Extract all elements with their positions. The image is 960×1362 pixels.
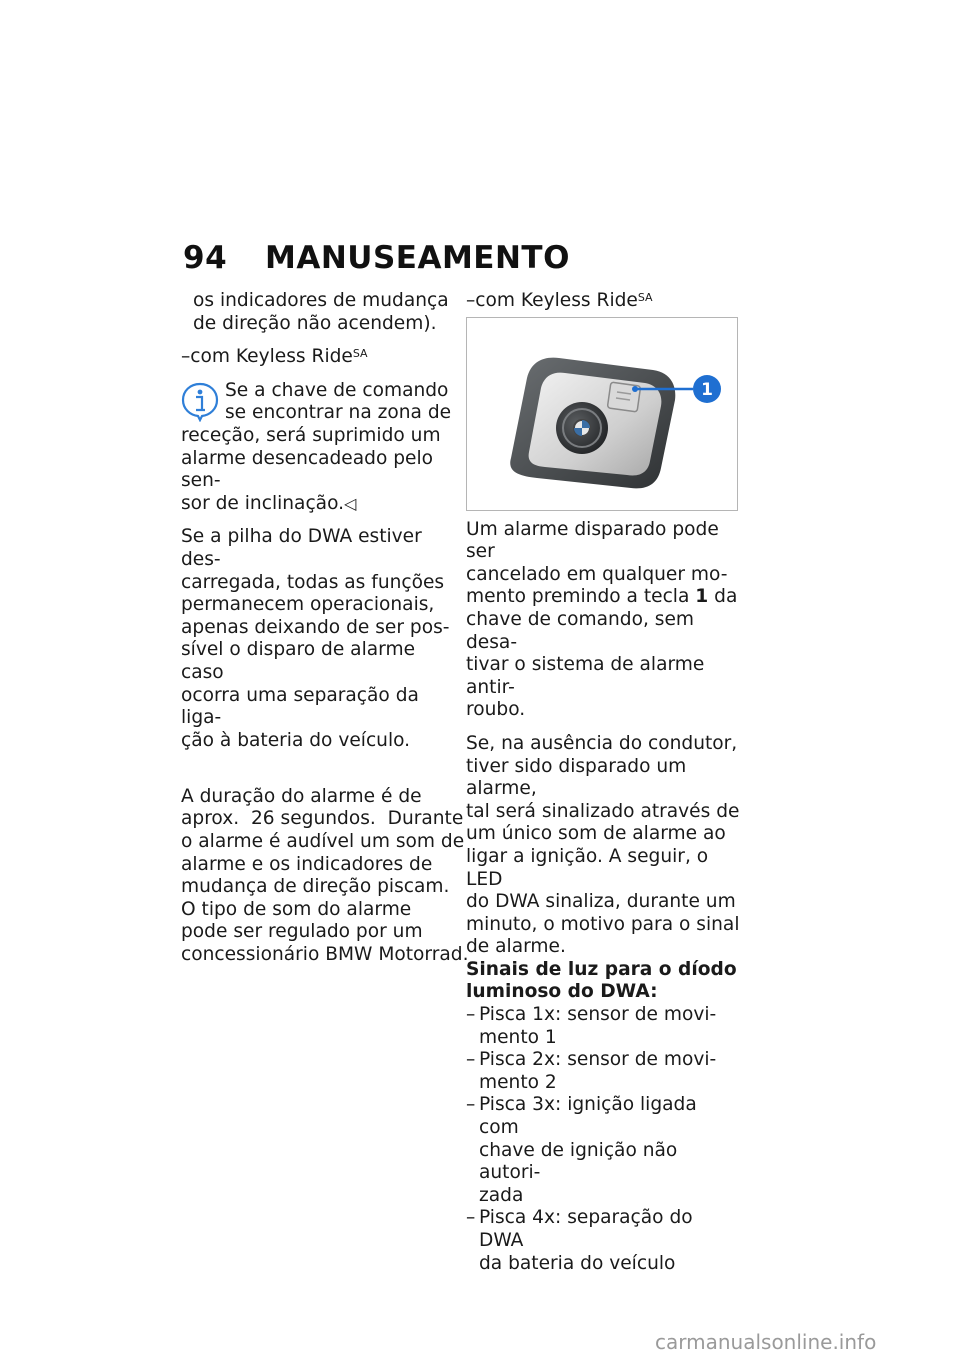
keyless-ride-label: com Keyless Ride [190,346,353,368]
page-header [183,240,570,276]
info-note: Se a chave de comando se encontrar na zona de receção, será suprimido um alarme desencadeado pelo sen- sor de inclinação.◁ [181,379,452,514]
signals-list [466,1004,741,1275]
left-column [181,290,469,978]
sa-marker: SA [352,347,368,361]
key-fob-figure [466,317,738,511]
sa-marker: SA [637,291,653,304]
cancel-alarm-paragraph: Um alarme disparado pode ser cancelado em qualquer mo- mento premindo a tecla 1 da chave de comando, sem desa- tivar o sistema de alarme antir- roubo. [466,518,738,721]
absence-paragraph: Se, na ausência do condutor, tiver sido disparado um alarme, tal será sinalizado através de um único som de alarme ao ligar a ignição. A seguir, o LED do DWA sinaliza, durante um minuto, o motivo para o sinal de alarme. [466,732,740,958]
chapter-title: MANUSEAMENTO [265,240,570,276]
button-reference: 1 [695,586,709,608]
list-item: – Pisca 2x: sensor de movi- mento 2 [466,1049,717,1093]
info-icon [181,382,219,422]
callout-number: 1 [701,379,713,400]
key-fob-illustration [467,318,737,510]
end-mark-icon: ◁ [344,493,357,513]
keyless-ride-label: com Keyless Ride [475,290,638,311]
battery-paragraph: Se a pilha do DWA estiver des- carregada, todas as funções permanecem operacionais, apenas deixando de ser pos- sível o disparo de alarme caso ocorra uma separação da liga- ção à bateria do veículo. [181,526,450,751]
continuation-text: os indicadores de mudança de direção não acendem). [193,290,449,334]
keyless-ride-item-right: –com Keyless Ride$^{SA}$ [466,290,653,311]
list-item: – Pisca 1x: sensor de movi- mento 1 [466,1004,717,1048]
section-heading: Sinais de luz para o díodo luminoso do DWA: [466,958,737,1003]
keyless-ride-item: –com Keyless Ride$^{SA}$ [181,346,368,368]
alarm-duration-paragraph: A duração do alarme é de aprox. 26 segundos. Durante o alarme é audível um som de alarme e os indicadores de mudança de direção piscam. O tipo de som do alarme pode ser regulado por um concessionário BMW Motorrad. [181,785,469,966]
page-number: 94 [183,240,228,276]
list-item: – Pisca 4x: separação do DWA da bateria do veículo [466,1207,693,1274]
watermark: carmanualsonline.info [655,1330,877,1354]
list-item: – Pisca 3x: ignição ligada com chave de ignição não autori- zada [466,1094,697,1206]
right-column [466,290,741,1275]
